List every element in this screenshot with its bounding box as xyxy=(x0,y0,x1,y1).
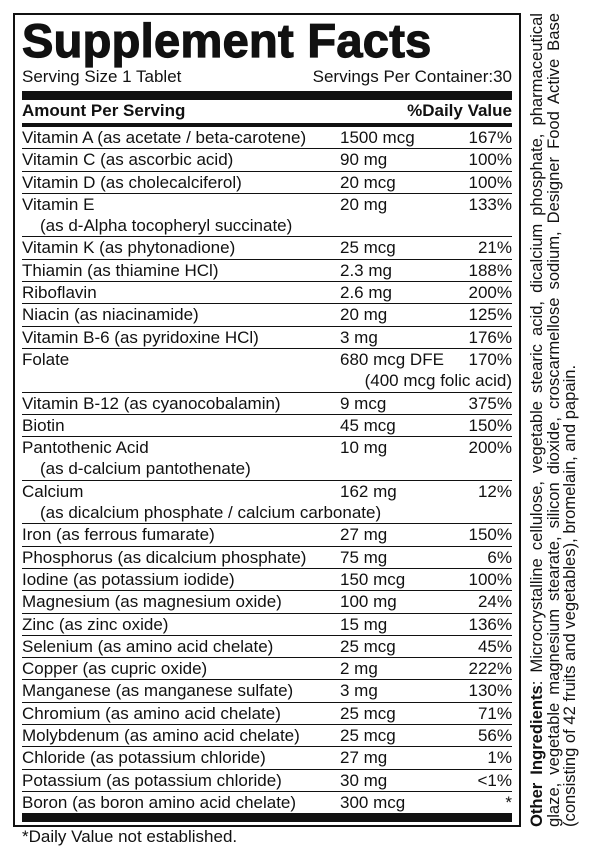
nutrient-source: (400 mcg folic acid) xyxy=(364,371,512,391)
servings-per-container: Servings Per Container:30 xyxy=(312,67,512,86)
nutrient-name: Calcium xyxy=(22,481,84,501)
table-row xyxy=(22,304,512,326)
nutrient-daily-value: 21% xyxy=(477,238,512,258)
nutrient-daily-value: 100% xyxy=(468,172,512,192)
nutrient-name: Biotin xyxy=(22,415,65,435)
nutrient-daily-value: 150% xyxy=(468,415,512,435)
table-row xyxy=(22,282,512,304)
other-ingredients-label: Other Ingredients xyxy=(527,685,546,827)
table-row xyxy=(22,680,512,702)
nutrient-source: (as dicalcium phosphate / calcium carbonate) xyxy=(40,503,382,523)
nutrient-name: Copper (as cupric oxide) xyxy=(22,659,208,679)
nutrient-daily-value: 6% xyxy=(487,547,512,567)
table-row xyxy=(22,524,512,546)
nutrient-daily-value: 56% xyxy=(477,726,512,746)
table-row xyxy=(22,260,512,282)
nutrient-daily-value: 100% xyxy=(468,150,512,170)
nutrient-amount: 1500 mcg xyxy=(340,128,415,147)
nutrient-name: Vitamin E xyxy=(22,194,95,214)
table-row xyxy=(22,591,512,613)
nutrient-daily-value: 71% xyxy=(477,703,512,723)
nutrient-amount: 45 mcg xyxy=(340,415,396,435)
nutrient-name: Zinc (as zinc oxide) xyxy=(22,614,169,634)
table-row xyxy=(22,172,512,194)
nutrient-name: Chromium (as amino acid chelate) xyxy=(22,703,281,723)
nutrient-daily-value: 100% xyxy=(468,569,512,589)
table-row xyxy=(22,725,512,747)
other-ingredients-text: : Microcrystalline cellulose, vegetable stearic acid, dicalcium phosphate, pharmaceutical glaze, vegetable magnesium stearate, silicon dioxide, croscarmellose sodium, Designer Food Active Base (consisting of 42 fruits and vegetables), bromelain, and papain. xyxy=(527,13,580,827)
table-header xyxy=(22,100,512,127)
nutrient-amount: 90 mg xyxy=(340,150,388,170)
nutrient-daily-value: 222% xyxy=(468,659,512,679)
table-row xyxy=(22,327,512,349)
table-row xyxy=(22,481,512,525)
nutrient-amount: 162 mg xyxy=(340,481,397,501)
nutrient-daily-value: 130% xyxy=(468,681,512,701)
nutrient-table xyxy=(22,127,512,822)
nutrient-name: Vitamin C (as ascorbic acid) xyxy=(22,150,234,170)
nutrient-daily-value: 167% xyxy=(468,128,512,147)
nutrient-amount: 25 mcg xyxy=(340,238,396,258)
panel-title: Supplement Facts xyxy=(22,14,432,67)
nutrient-daily-value: 133% xyxy=(468,194,512,214)
table-row xyxy=(22,636,512,658)
nutrient-amount: 15 mg xyxy=(340,614,388,634)
nutrient-amount: 100 mg xyxy=(340,592,397,612)
nutrient-daily-value: 176% xyxy=(468,327,512,347)
nutrient-amount: 27 mg xyxy=(340,748,388,768)
nutrient-name: Iron (as ferrous fumarate) xyxy=(22,525,215,545)
nutrient-amount: 20 mg xyxy=(340,194,388,214)
nutrient-name: Iodine (as potassium iodide) xyxy=(22,569,235,589)
nutrient-name: Magnesium (as magnesium oxide) xyxy=(22,592,282,612)
header-dv: %Daily Value xyxy=(407,101,512,120)
nutrient-name: Vitamin A (as acetate / beta-carotene) xyxy=(22,128,307,147)
table-row xyxy=(22,747,512,769)
table-row xyxy=(22,569,512,591)
nutrient-amount: 27 mg xyxy=(340,525,388,545)
table-row xyxy=(22,393,512,415)
table-row xyxy=(22,547,512,569)
nutrient-name: Molybdenum (as amino acid chelate) xyxy=(22,726,300,746)
nutrient-source: (as d-calcium pantothenate) xyxy=(40,459,251,479)
nutrient-daily-value: 125% xyxy=(468,305,512,325)
table-row xyxy=(22,614,512,636)
nutrient-daily-value: 12% xyxy=(477,481,512,501)
nutrient-daily-value: * xyxy=(505,792,512,812)
nutrient-name: Folate xyxy=(22,349,70,369)
nutrient-daily-value: 45% xyxy=(477,636,512,656)
table-row xyxy=(22,415,512,437)
table-row xyxy=(22,349,512,393)
table-row xyxy=(22,237,512,259)
table-row xyxy=(22,127,512,149)
nutrient-name: Vitamin D (as cholecalciferol) xyxy=(22,172,242,192)
nutrient-amount: 2.6 mg xyxy=(340,283,392,303)
table-row xyxy=(22,770,512,792)
nutrient-amount: 20 mg xyxy=(340,305,388,325)
nutrient-amount: 10 mg xyxy=(340,438,388,458)
nutrient-daily-value: <1% xyxy=(477,770,512,790)
nutrient-amount: 2 mg xyxy=(340,659,378,679)
nutrient-amount: 2.3 mg xyxy=(340,260,392,280)
table-row xyxy=(22,149,512,171)
nutrient-daily-value: 200% xyxy=(468,438,512,458)
nutrient-name: Selenium (as amino acid chelate) xyxy=(22,636,274,656)
nutrient-amount: 30 mg xyxy=(340,770,388,790)
nutrient-amount: 25 mcg xyxy=(340,703,396,723)
nutrient-amount: 300 mcg xyxy=(340,792,406,812)
nutrient-amount: 75 mg xyxy=(340,547,388,567)
serving-size: Serving Size 1 Tablet xyxy=(22,67,182,86)
nutrient-amount: 150 mcg xyxy=(340,569,406,589)
nutrient-amount: 9 mcg xyxy=(340,393,387,413)
nutrient-name: Pantothenic Acid xyxy=(22,438,149,458)
supplement-facts-panel xyxy=(13,13,521,847)
nutrient-amount: 3 mg xyxy=(340,327,378,347)
nutrient-daily-value: 1% xyxy=(487,748,512,768)
nutrient-amount: 3 mg xyxy=(340,681,378,701)
header-amount: Amount Per Serving xyxy=(22,101,186,120)
nutrient-name: Boron (as boron amino acid chelate) xyxy=(22,792,297,812)
nutrient-name: Potassium (as potassium chloride) xyxy=(22,770,282,790)
nutrient-name: Riboflavin xyxy=(22,283,97,303)
nutrient-amount: 680 mcg DFE xyxy=(340,349,444,369)
table-row xyxy=(22,437,512,481)
nutrient-name: Phosphorus (as dicalcium phosphate) xyxy=(22,547,307,567)
nutrient-name: Vitamin B-12 (as cyanocobalamin) xyxy=(22,393,281,413)
nutrient-amount: 20 mcg xyxy=(340,172,396,192)
nutrient-amount: 25 mcg xyxy=(340,636,396,656)
table-row xyxy=(22,194,512,238)
nutrient-name: Chloride (as potassium chloride) xyxy=(22,748,266,768)
serving-info xyxy=(22,67,512,100)
nutrient-daily-value: 200% xyxy=(468,283,512,303)
other-ingredients xyxy=(529,13,595,827)
nutrient-daily-value: 188% xyxy=(468,260,512,280)
nutrient-daily-value: 375% xyxy=(468,393,512,413)
nutrient-daily-value: 170% xyxy=(468,349,512,369)
nutrient-amount: 25 mcg xyxy=(340,726,396,746)
nutrient-name: Thiamin (as thiamine HCl) xyxy=(22,260,219,280)
table-row xyxy=(22,703,512,725)
nutrient-daily-value: 24% xyxy=(477,592,512,612)
table-row xyxy=(22,658,512,680)
nutrient-source: (as d-Alpha tocopheryl succinate) xyxy=(40,216,293,236)
nutrient-name: Manganese (as manganese sulfate) xyxy=(22,681,294,701)
nutrient-name: Niacin (as niacinamide) xyxy=(22,305,199,325)
nutrient-daily-value: 136% xyxy=(468,614,512,634)
nutrient-name: Vitamin B-6 (as pyridoxine HCl) xyxy=(22,327,259,347)
table-row xyxy=(22,792,512,822)
nutrient-daily-value: 150% xyxy=(468,525,512,545)
nutrient-name: Vitamin K (as phytonadione) xyxy=(22,238,236,258)
footnote: *Daily Value not established. xyxy=(22,827,238,847)
